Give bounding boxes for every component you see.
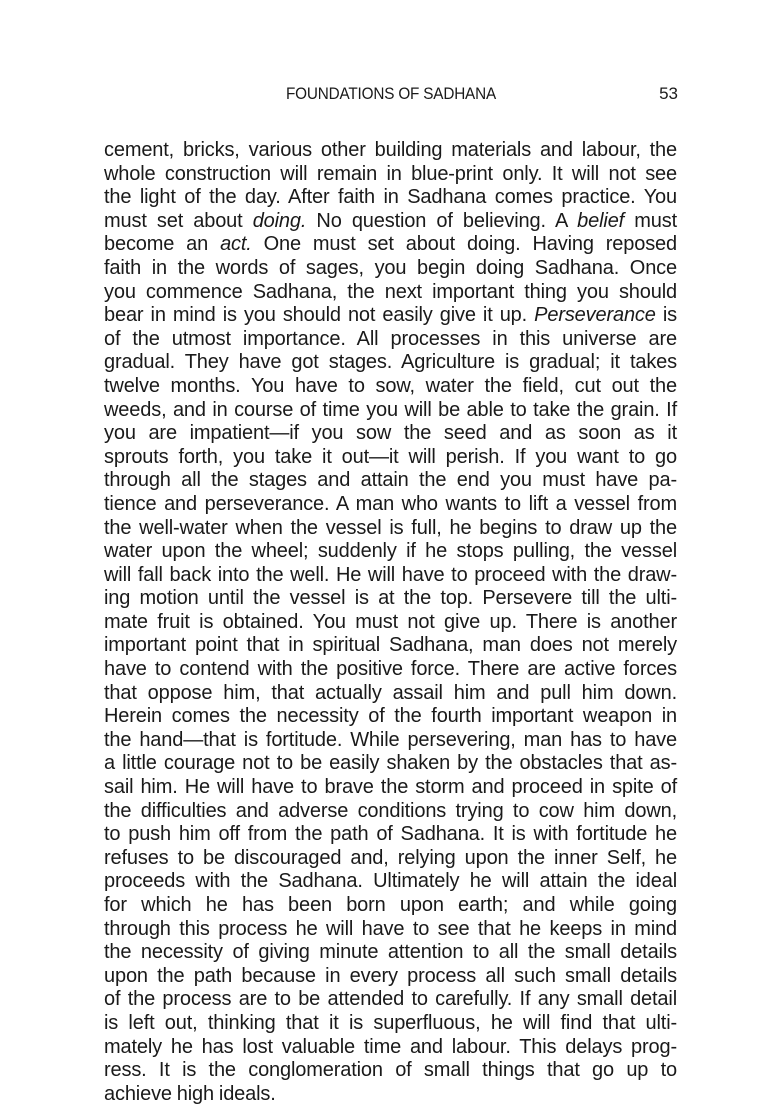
text-segment: One must set about doing. Having reposed — [251, 233, 677, 256]
text-line — [104, 776, 677, 800]
text-segment: have to contend with the positive force. There are active forces — [104, 658, 677, 681]
text-segment: the necessity of giving minute attention to all the small details — [104, 941, 677, 964]
text-line — [104, 304, 677, 328]
text-line — [104, 281, 677, 305]
emphasis-text: doing. — [252, 209, 307, 232]
text-segment: of the utmost importance. All processes in this universe are — [104, 327, 677, 350]
text-segment: a little courage not to be easily shaken by the obstacles that as- — [104, 752, 677, 775]
text-line — [104, 918, 677, 942]
text-segment: sail him. He will have to brave the storm and proceed in spite of — [104, 776, 677, 799]
text-line — [104, 611, 677, 635]
emphasis-text: act. — [220, 233, 252, 256]
text-segment: must — [624, 209, 677, 232]
text-line — [104, 399, 677, 423]
text-line — [104, 870, 677, 894]
text-line — [104, 965, 677, 989]
text-segment: the hand—that is fortitude. While persevering, man has to have — [104, 728, 677, 751]
text-segment: is left out, thinking that it is superfluous, he will find that ulti- — [104, 1011, 677, 1034]
text-line — [104, 800, 677, 824]
text-segment: whole construction will remain in blue-print only. It will not see — [104, 162, 677, 185]
text-line — [104, 941, 677, 965]
text-line — [104, 894, 677, 918]
text-line — [104, 540, 677, 564]
text-segment: you commence Sadhana, the next important thing you should — [104, 280, 677, 303]
text-segment: become an — [104, 233, 221, 256]
text-segment: the difficulties and adverse conditions trying to cow him down, — [104, 799, 677, 822]
body-text — [104, 139, 677, 1106]
text-segment: bear in mind is you should not easily give it up. — [104, 304, 535, 327]
emphasis-text: belief — [577, 209, 625, 232]
running-head — [104, 84, 678, 108]
text-line — [104, 257, 677, 281]
text-segment: will fall back into the well. He will have to proceed with the draw- — [104, 563, 677, 586]
text-line — [104, 1083, 677, 1107]
page-number: 53 — [659, 84, 678, 103]
text-line — [104, 210, 677, 234]
text-line — [104, 163, 677, 187]
text-segment: through this process he will have to see that he keeps in mind — [104, 917, 677, 940]
text-segment: mate fruit is obtained. You must not give up. There is another — [104, 610, 677, 633]
text-line — [104, 564, 677, 588]
text-line — [104, 422, 677, 446]
text-line — [104, 233, 677, 257]
text-segment: upon the path because in every process all such small details — [104, 964, 677, 987]
text-segment: tience and perseverance. A man who wants to lift a vessel from — [104, 492, 677, 515]
text-segment: must set about — [104, 209, 253, 232]
text-segment: proceeds with the Sadhana. Ultimately he will attain the ideal — [104, 870, 677, 893]
text-line — [104, 988, 677, 1012]
text-segment: the light of the day. After faith in Sadhana comes practice. You — [104, 186, 677, 209]
text-line — [104, 493, 677, 517]
text-line — [104, 705, 677, 729]
text-line — [104, 469, 677, 493]
text-line — [104, 1059, 677, 1083]
text-segment: water upon the wheel; suddenly if he stops pulling, the vessel — [104, 540, 677, 563]
text-segment: weeds, and in course of time you will be able to take the grain. If — [104, 398, 677, 421]
text-segment: that oppose him, that actually assail him and pull him down. — [104, 681, 677, 704]
text-segment: twelve months. You have to sow, water the field, cut out the — [104, 374, 677, 397]
text-line — [104, 847, 677, 871]
text-segment: gradual. They have got stages. Agriculture is gradual; it takes — [104, 351, 677, 374]
text-segment: of the process are to be attended to carefully. If any small detail — [104, 988, 677, 1011]
text-line — [104, 186, 677, 210]
chapter-title: FOUNDATIONS OF SADHANA — [286, 84, 496, 103]
text-segment: the well-water when the vessel is full, he begins to draw up the — [104, 516, 677, 539]
text-line — [104, 446, 677, 470]
text-line — [104, 823, 677, 847]
text-segment: important point that in spiritual Sadhana, man does not merely — [104, 634, 677, 657]
text-line — [104, 375, 677, 399]
text-segment: through all the stages and attain the end you must have pa- — [104, 469, 677, 492]
text-segment: ress. It is the conglomeration of small things that go up to — [104, 1059, 677, 1082]
text-line — [104, 517, 677, 541]
text-line — [104, 351, 677, 375]
text-segment: to push him off from the path of Sadhana. It is with fortitude he — [104, 823, 677, 846]
text-segment: sprouts forth, you take it out—it will perish. If you want to go — [104, 445, 677, 468]
text-segment: achieve high ideals. — [104, 1082, 276, 1105]
text-segment: faith in the words of sages, you begin doing Sadhana. Once — [104, 256, 677, 279]
emphasis-text: Perseverance — [534, 304, 656, 327]
text-line — [104, 139, 677, 163]
text-segment: for which he has been born upon earth; and while going — [104, 894, 677, 916]
text-segment: you are impatient—if you sow the seed and as soon as it — [104, 422, 677, 445]
text-line — [104, 658, 677, 682]
text-segment: ing motion until the vessel is at the top. Persevere till the ulti- — [104, 587, 677, 610]
text-segment: cement, bricks, various other building materials and labour, the — [104, 139, 677, 161]
text-line — [104, 1036, 677, 1060]
text-line — [104, 729, 677, 753]
text-segment: mately he has lost valuable time and labour. This delays prog- — [104, 1035, 677, 1058]
text-line — [104, 328, 677, 352]
text-segment: is — [655, 304, 677, 327]
text-line — [104, 634, 677, 658]
text-segment: refuses to be discouraged and, relying upon the inner Self, he — [104, 846, 677, 869]
text-line — [104, 587, 677, 611]
text-line — [104, 752, 677, 776]
text-segment: Herein comes the necessity of the fourth important weapon in — [104, 705, 677, 728]
text-line — [104, 682, 677, 706]
text-segment: No question of believing. A — [306, 209, 578, 232]
text-line — [104, 1012, 677, 1036]
